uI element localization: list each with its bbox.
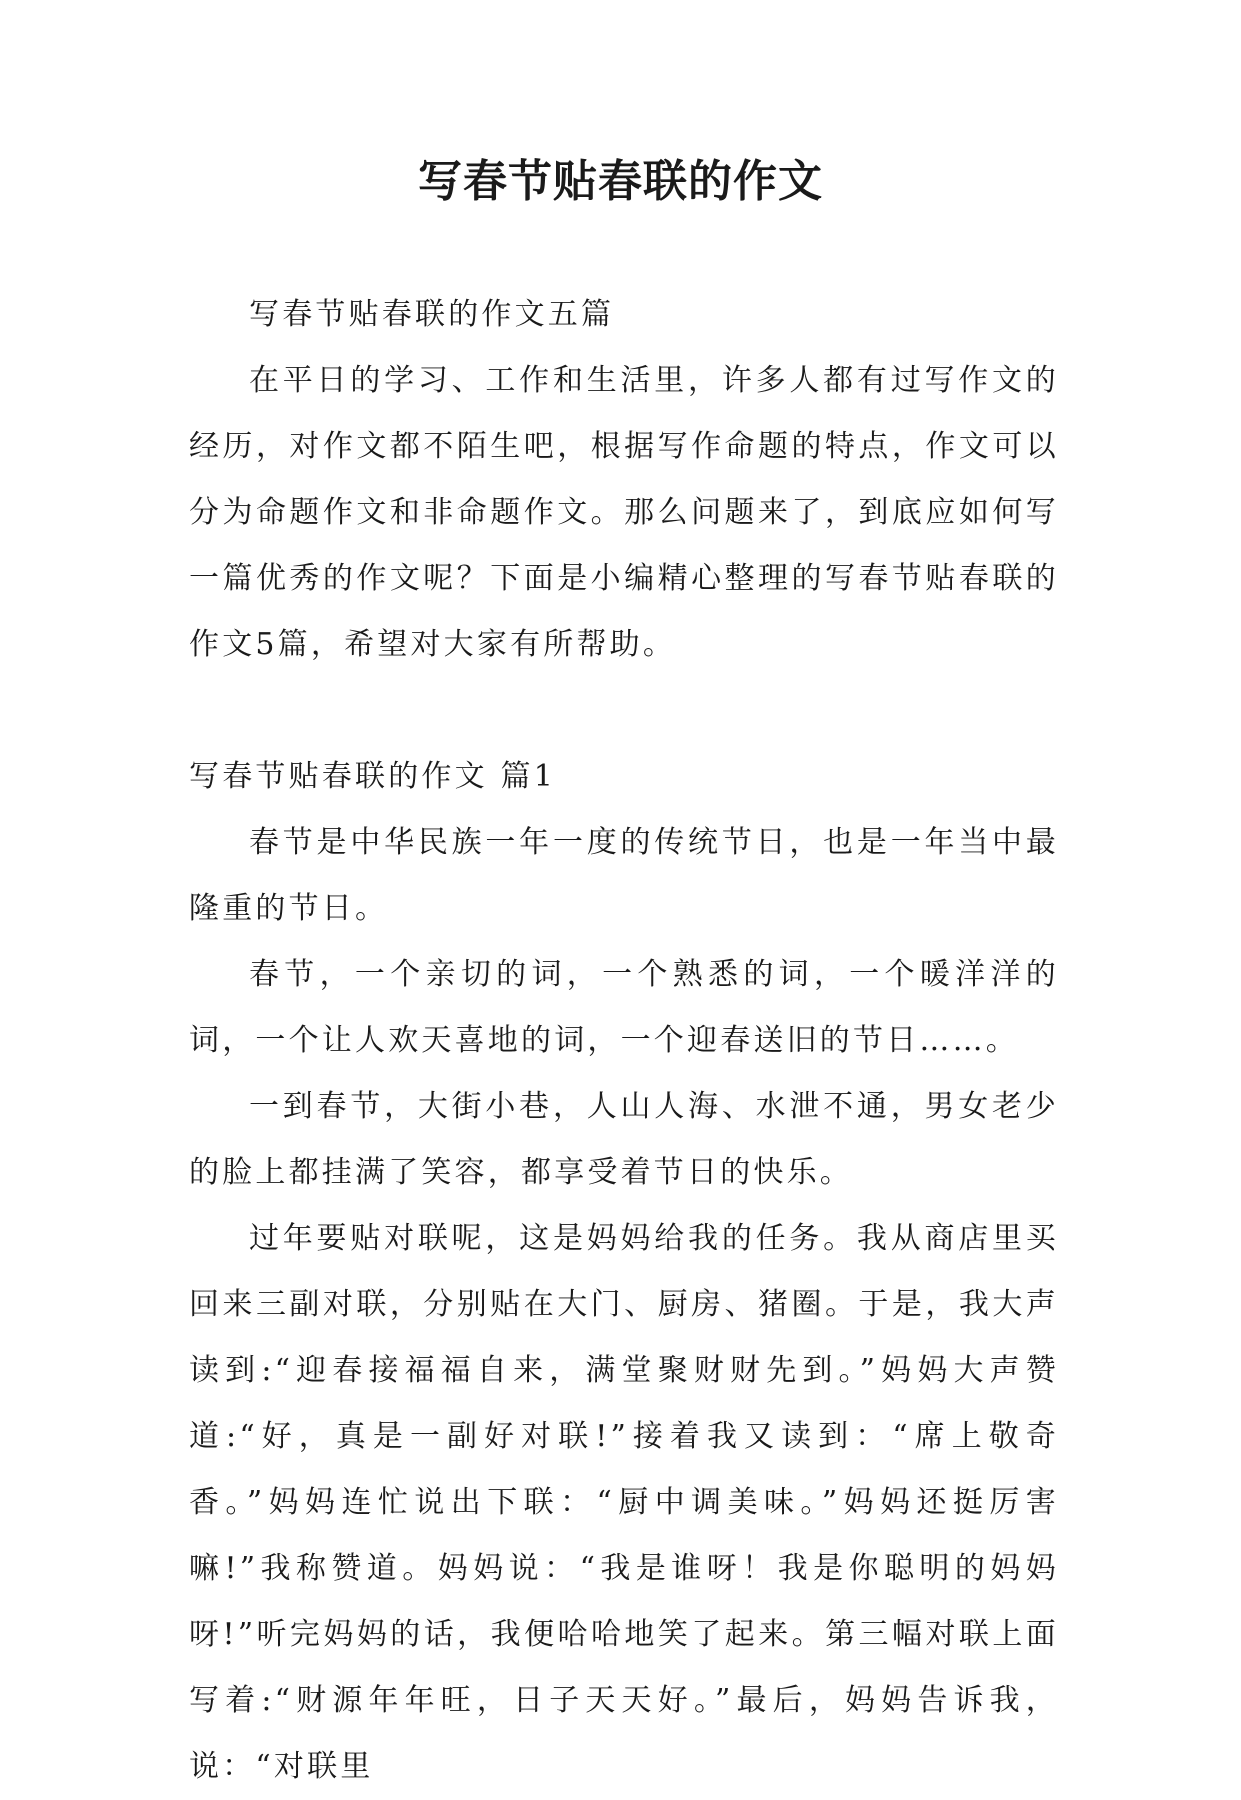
body-paragraph-2: 春节，一个亲切的词，一个熟悉的词，一个暖洋洋的词，一个让人欢天喜地的词，一个迎春送旧的节日……。 bbox=[189, 957, 1059, 1058]
intro-paragraph: 在平日的学习、工作和生活里，许多人都有过写作文的经历，对作文都不陌生吧，根据写作命题的特点，作文可以分为命题作文和非命题作文。那么问题来了，到底应如何写一篇优秀的作文呢？下面是小编精心整理的写春节贴春联的作文5篇，希望对大家有所帮助。 bbox=[189, 363, 1059, 662]
section-heading: 写春节贴春联的作文 篇1 bbox=[189, 759, 557, 794]
body-paragraph-1: 春节是中华民族一年一度的传统节日，也是一年当中最隆重的节日。 bbox=[189, 825, 1059, 926]
document-body bbox=[189, 282, 1059, 1800]
document-title: 写春节贴春联的作文 bbox=[418, 156, 823, 207]
subtitle: 写春节贴春联的作文五篇 bbox=[249, 297, 615, 332]
section-spacer bbox=[189, 678, 1059, 744]
body-paragraph-4: 过年要贴对联呢，这是妈妈给我的任务。我从商店里买回来三副对联，分别贴在大门、厨房、猪圈。于是，我大声读到:“迎春接福福自来，满堂聚财财先到。”妈妈大声赞道:“好，真是一副好对联!”接着我又读到：“席上敬奇香。”妈妈连忙说出下联：“厨中调美味。”妈妈还挺厉害嘛!”我称赞道。妈妈说：“我是谁呀！我是你聪明的妈妈呀!”听完妈妈的话，我便哈哈地笑了起来。第三幅对联上面写着:“财源年年旺，日子天天好。”最后，妈妈告诉我，说：“对联里 bbox=[189, 1221, 1059, 1784]
body-paragraph-3: 一到春节，大街小巷，人山人海、水泄不通，男女老少的脸上都挂满了笑容，都享受着节日的快乐。 bbox=[189, 1089, 1059, 1190]
